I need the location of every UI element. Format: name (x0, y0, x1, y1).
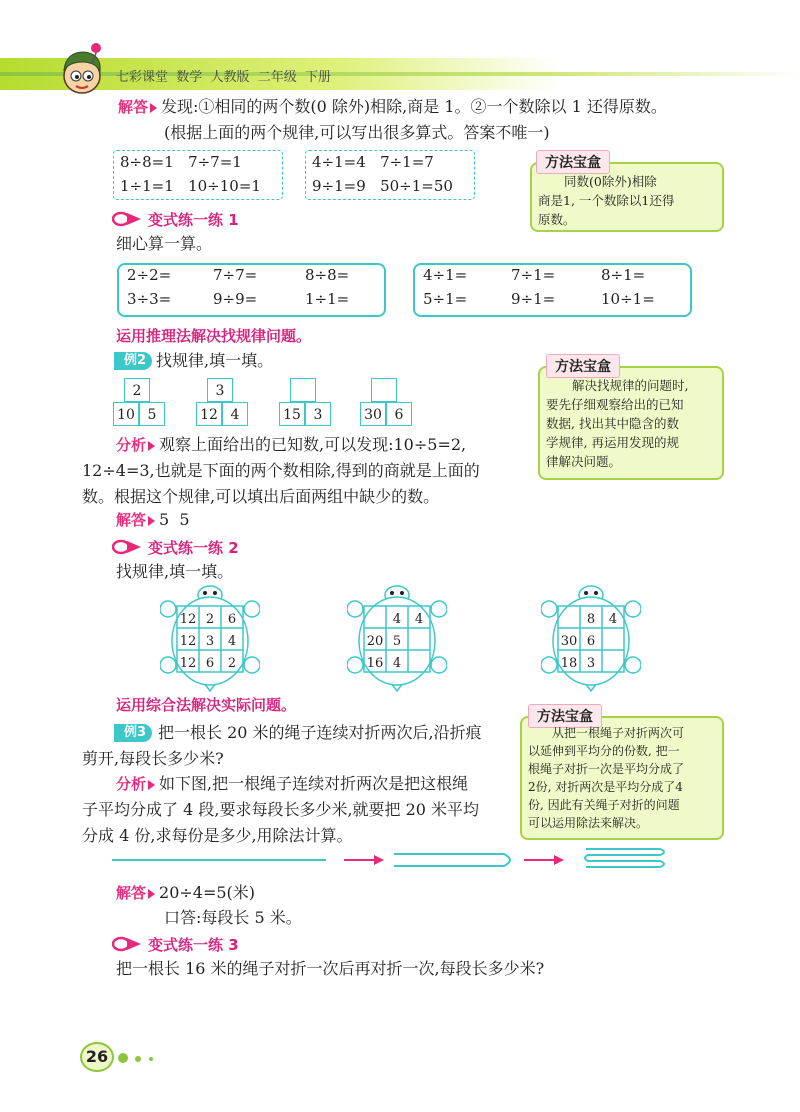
section2-heading: 运用推理法解决找规律问题。 (116, 327, 312, 345)
practice-icon (112, 539, 144, 555)
triangle-icon (148, 441, 155, 451)
practice-icon (112, 211, 144, 227)
answer2: 解答 5 5 (116, 510, 190, 529)
answer1-text: 发现:①相同的两个数(0 除外)相除,商是 1。②一个数除以 1 还得原数。 (161, 97, 667, 116)
practice1-left-row2: 3÷3= 9÷9= 1÷1= (127, 290, 350, 308)
group-left: 12 (196, 402, 222, 426)
section3-heading: 运用综合法解决实际问题。 (116, 696, 297, 714)
group-left: 15 (279, 402, 305, 426)
answer3-line2: 口答:每段长 5 米。 (164, 908, 302, 927)
practice2-instruction: 找规律,填一填。 (116, 562, 234, 581)
answer1-box-left-row2: 1÷1=1 10÷10=1 (120, 177, 261, 195)
triangle-icon (148, 889, 155, 899)
practice3-question: 把一根长 16 米的绳子对折一次后再对折一次,每段长多少米? (116, 959, 545, 978)
mascot-icon (52, 40, 110, 96)
practice1-right-row1: 4÷1= 7÷1= 8÷1= (423, 266, 646, 284)
answer1-box-left-row1: 8÷8=1 7÷7=1 (120, 153, 242, 171)
group-right: 6 (386, 402, 412, 426)
rope-fold-diagram (112, 844, 682, 878)
triangle-icon (150, 103, 157, 113)
group-top: 2 (124, 378, 150, 402)
analysis2-line1: 分析 观察上面给出的已知数,可以发现:10÷5=2, (116, 435, 467, 454)
analysis3-line2: 子平均分成了 4 段,要求每段长多少米,就要把 20 米平均 (82, 800, 480, 819)
practice3-title: 变式练一练 3 (148, 936, 239, 954)
triangle-icon (148, 780, 155, 790)
group-right: 5 (139, 402, 165, 426)
answer1-line2: (根据上面的两个规律,可以写出很多算式。答案不唯一) (164, 123, 550, 142)
triangle-icon (148, 516, 155, 526)
answer1-box-right-row1: 4÷1=4 7÷1=7 (312, 153, 434, 171)
group-left: 10 (113, 402, 139, 426)
example3-badge: 例3 (114, 724, 152, 742)
group-left: 30 (360, 402, 386, 426)
practice1-title: 变式练一练 1 (148, 211, 239, 229)
group-top: 3 (207, 378, 233, 402)
group-top (371, 378, 397, 402)
analysis-label: 分析 (116, 436, 147, 454)
answer-label: 解答 (118, 98, 149, 116)
tip-body-1: 同数(0除外)相除 商是1, 一个数除以1还得 原数。 (538, 174, 675, 227)
example2-text: 找规律,填一填。 (156, 351, 274, 370)
header-title: 七彩课堂 数学 人教版 二年级 下册 (116, 70, 332, 85)
group-right: 3 (305, 402, 331, 426)
answer1-line1 (118, 96, 667, 118)
answer1-box-right-row2: 9÷1=9 50÷1=50 (312, 177, 453, 195)
tip-title-1: 方法宝盒 (536, 150, 610, 174)
group-right: 4 (222, 402, 248, 426)
example3-line2: 剪开,每段长多少米? (82, 749, 224, 768)
practice2-title: 变式练一练 2 (148, 539, 239, 557)
tip-title-2: 方法宝盒 (546, 354, 620, 378)
footer-dot (118, 1053, 128, 1063)
practice1-right-row2: 5÷1= 9÷1= 10÷1= (423, 290, 655, 308)
analysis3-line3: 分成 4 份,求每份是多少,用除法计算。 (82, 826, 353, 845)
tip-body-2: 解决找规律的问题时, 要先仔细观察给出的已知 数据, 找出其中隐含的数 学规律, 再运用发现的规 律解决问题。 (546, 378, 689, 469)
footer-dot (135, 1056, 141, 1062)
analysis2-line3: 数。根据这个规律,可以填出后面两组中缺少的数。 (82, 487, 440, 506)
footer-dot (149, 1057, 153, 1061)
analysis3-line1: 分析 如下图,把一根绳子连续对折两次是把这根绳 (116, 774, 469, 793)
tip-title-3: 方法宝盒 (528, 704, 602, 728)
practice1-instruction: 细心算一算。 (116, 234, 213, 253)
answer3-line1: 解答 20÷4=5(米) (116, 883, 256, 902)
practice-icon (112, 936, 144, 952)
example3-line1: 把一根长 20 米的绳子连续对折两次后,沿折痕 (158, 723, 482, 742)
practice1-left-row1: 2÷2= 7÷7= 8÷8= (127, 266, 350, 284)
example2-badge: 例2 (114, 352, 152, 370)
page-number-badge: 26 (80, 1042, 114, 1072)
analysis2-line2: 12÷4=3,也就是下面的两个数相除,得到的商就是上面的 (82, 461, 480, 480)
group-top (290, 378, 316, 402)
tip-body-3: 从把一根绳子对折两次可 以延伸到平均分的份数, 把一 根绳子对折一次是平均分成了 2份, 对折两次是平均分成了4 份, 因此有关绳子对折的问题 可以运用除法来解决。 (528, 726, 685, 830)
